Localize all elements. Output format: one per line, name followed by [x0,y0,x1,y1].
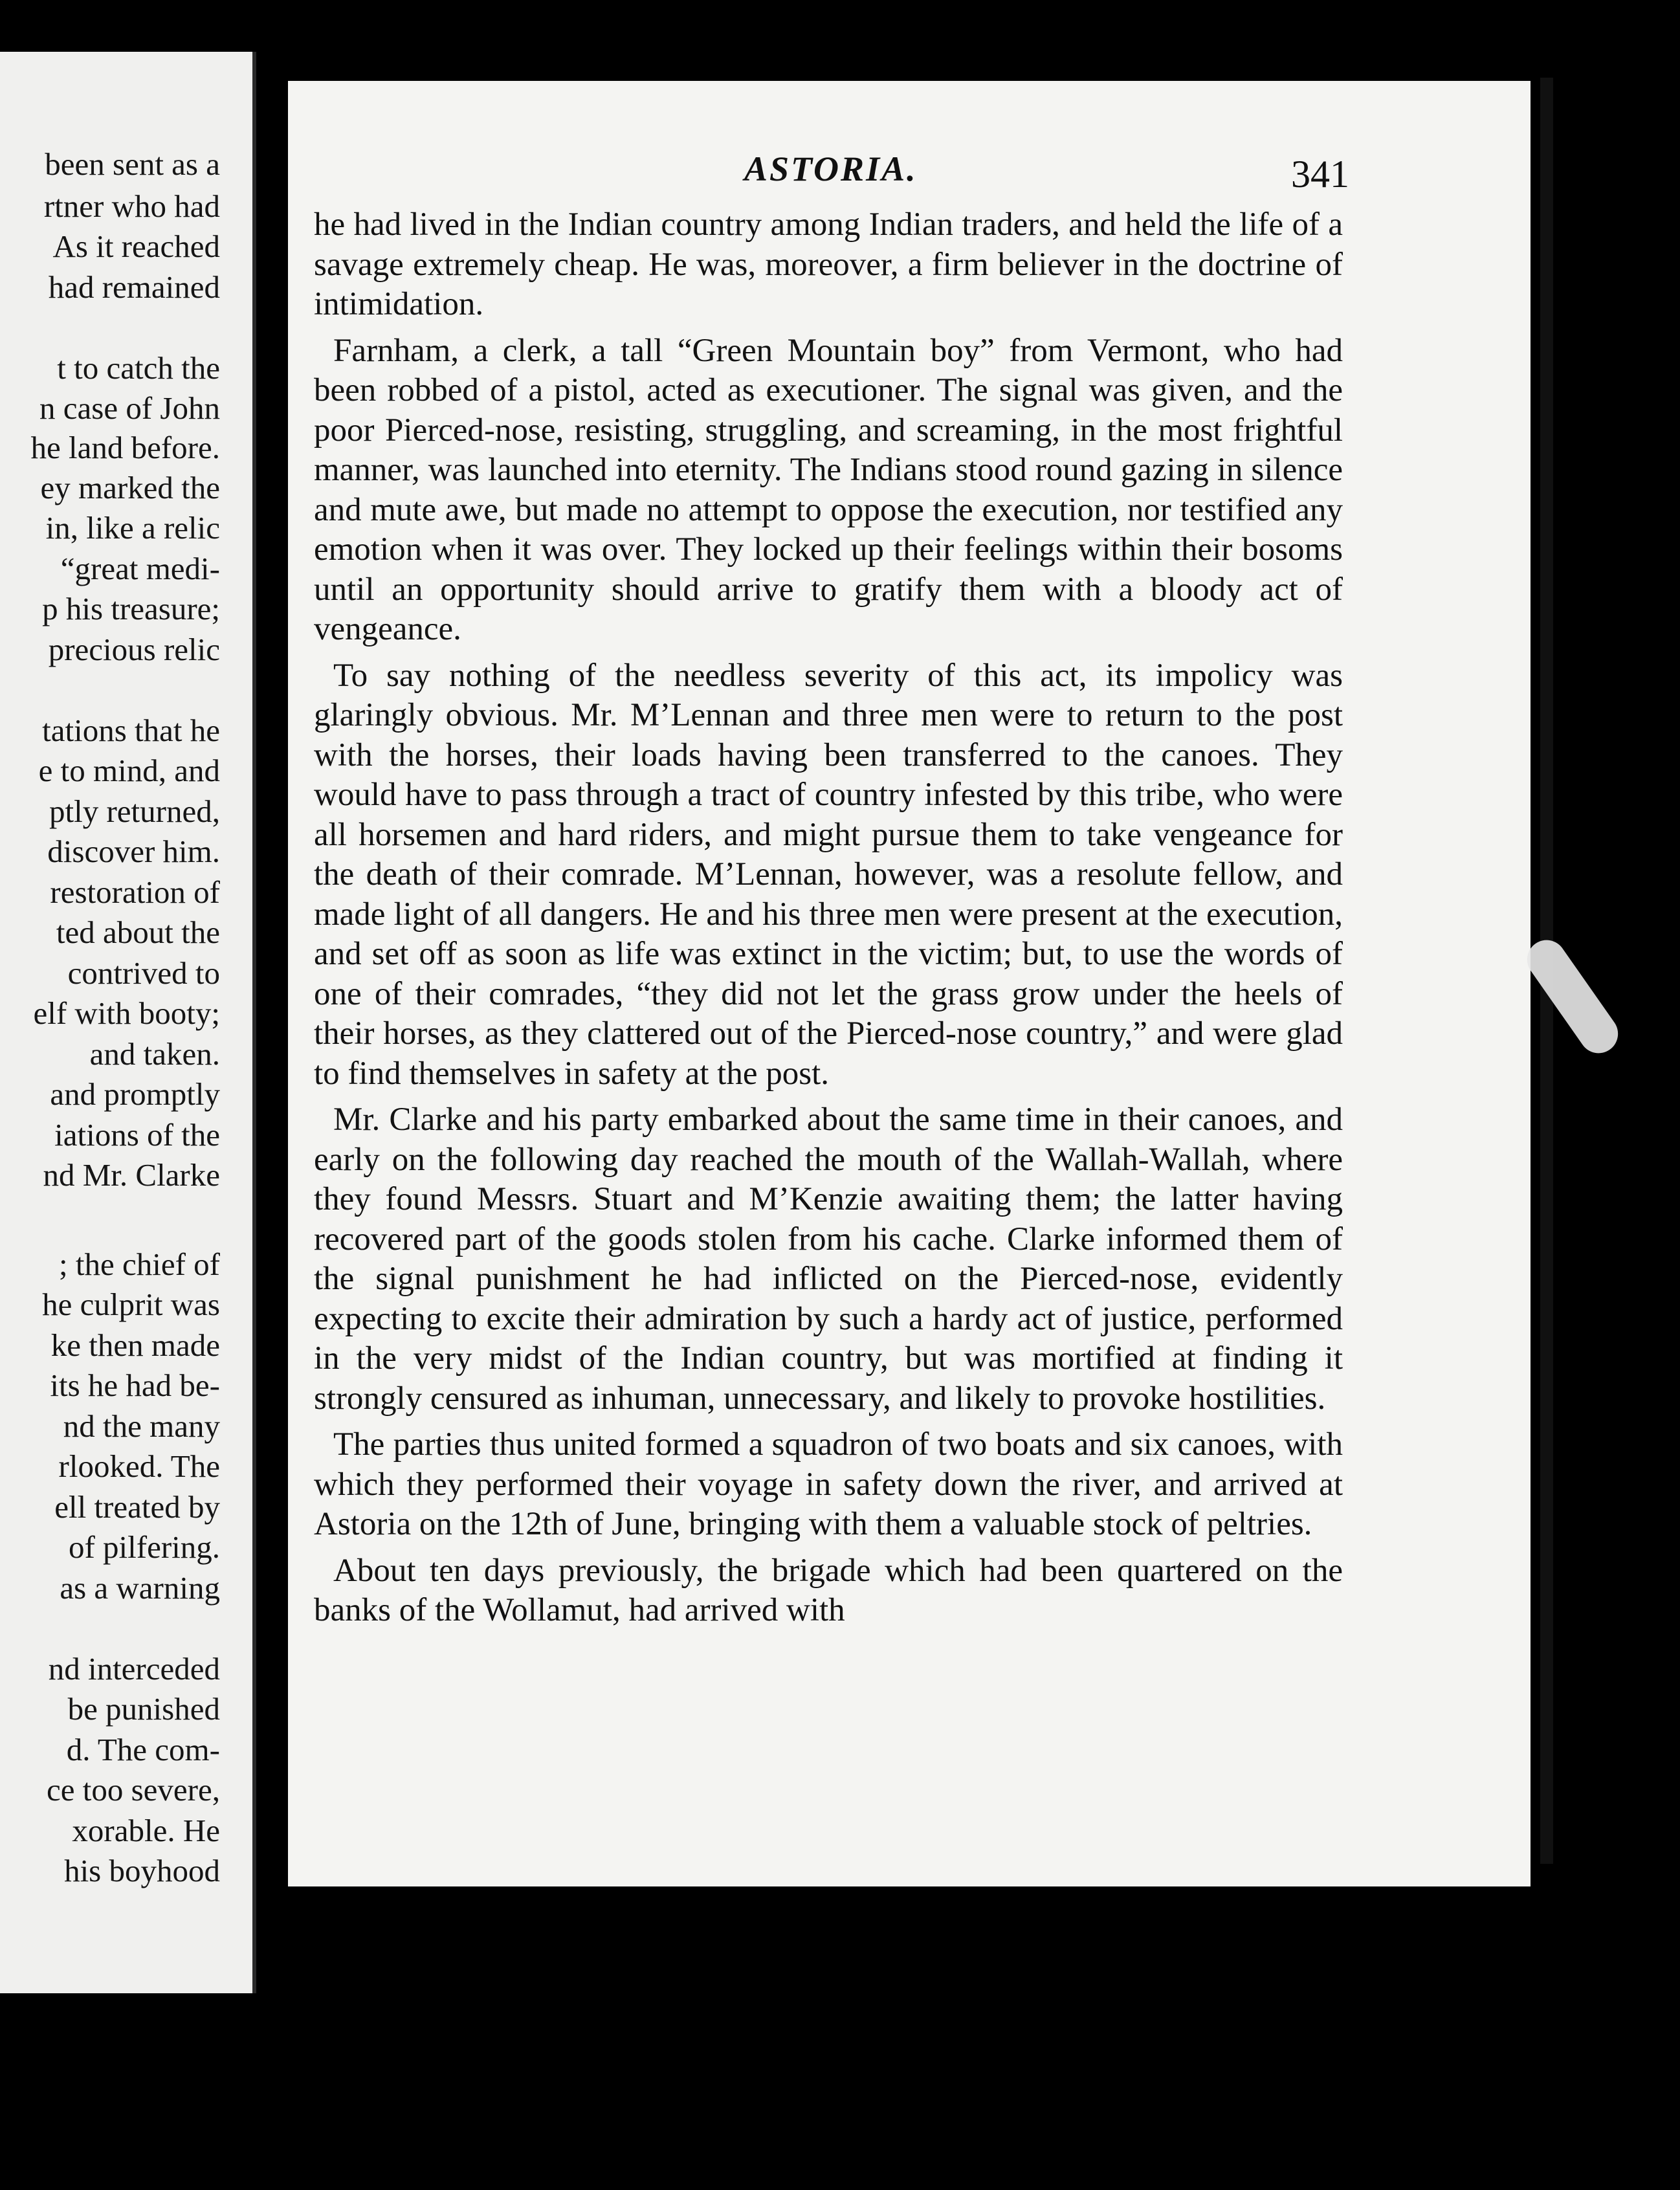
running-title: ASTORIA. [744,149,918,188]
left-page-text-fragment: ted about the [56,914,220,950]
left-page-text-fragment: ey marked the [40,470,220,505]
left-page-text-fragment: discover him. [47,834,220,869]
right-page [288,81,1531,1886]
left-page-text-fragment: iations of the [54,1117,220,1153]
left-page-text-fragment: precious relic [48,632,220,667]
left-page-text-fragment: nd Mr. Clarke [43,1157,220,1193]
left-page-text-fragment: As it reached [52,228,220,264]
left-page-text-fragment: restoration of [50,874,220,910]
left-page-text-fragment: he culprit was [42,1287,220,1322]
left-page-text-fragment: xorable. He [72,1813,220,1848]
left-page-text-fragment: ce too severe, [47,1772,220,1808]
left-page-text-fragment: been sent as a [45,146,220,182]
paragraph: Mr. Clarke and his party embarked about the same time in their canoes, and early on the following day reached the mouth of the Wallah-Wallah, where they found Messrs. Stuart and M’Kenzie awaiting them; the latter having recovered part of the goods stolen from his cache. Clarke informed them of the signal punishment he had inflicted on the Pierced-nose, evidently expecting to excite their admiration by such a hardy act of justice, performed in the very midst of the Indian country, but was mortified at finding it strongly censured as inhuman, unnecessary, and likely to provoke hostilities. [314,1101,1343,1417]
paragraph: Farnham, a clerk, a tall “Green Mountain boy” from Vermont, who had been robbed of a pistol, acted as executioner. The signal was given, and the poor Pierced-nose, resisting, struggling, and screaming, in the most frightful manner, was launched into eternity. The Indians stood round gazing in silence and mute awe, but made no attempt to oppose the execution, nor testified any emotion when it was over. They locked up their feelings within their bosoms until an opportunity should arrive to gratify them with a bloody act of vengeance. [314,332,1343,647]
left-page-text-fragment: n case of John [39,390,220,426]
left-page-text-fragment: p his treasure; [42,591,220,626]
left-page-text-fragment: “great medi- [60,551,220,586]
left-page-text-fragment: contrived to [67,955,220,991]
paragraph: To say nothing of the needless severity of this act, its impolicy was glaringly obvious. Mr. M’Lennan and three men were to return to the post with the horses, their loads having been transferred to the canoes. They would have to pass through a tract of country infested by this tribe, who were all horsemen and hard riders, and might pursue them to take vengeance for the death of their comrade. M’Lennan, however, was a resolute fellow, and made light of all dangers. He and his three men were present at the execution, and set off as soon as life was extinct in the victim; but, to use the words of one of their comrades, “they did not let the grass grow under the heels of their horses, as they clattered out of the Pierced-nose country,” and were glad to find themselves in safety at the post. [314,657,1343,1092]
left-page-text-fragment: and promptly [50,1076,220,1112]
left-page-text-fragment: nd the many [63,1408,220,1444]
left-page-text-fragment: had remained [48,269,220,305]
paragraph: About ten days previously, the brigade which had been quartered on the banks of the Wollamut, had arrived with [314,1552,1343,1628]
page-header [288,142,1349,195]
left-page-text-fragment: of pilfering. [68,1529,220,1565]
light-glare [1520,933,1626,1061]
left-page-text-fragment: t to catch the [57,350,220,386]
left-page-text-fragment: d. The com- [66,1732,220,1767]
left-page-text-fragment: his boyhood [64,1853,220,1888]
left-page-text-fragment: e to mind, and [38,753,220,788]
left-page-text-fragment: elf with booty; [33,995,220,1031]
paragraph: The parties thus united formed a squadron of two boats and six canoes, with which they performed their voyage in safety down the river, and arrived at Astoria on the 12th of June, bringing with them a valuable stock of peltries. [314,1426,1343,1542]
left-page-text-fragment: its he had be- [50,1367,220,1403]
page-number: 341 [1291,153,1349,195]
body-text [314,205,1343,1631]
left-page-text-fragment: in, like a relic [45,510,220,546]
left-page-text-fragment: ; the chief of [59,1246,220,1282]
left-page-text-fragment: as a warning [60,1570,220,1606]
left-page-text-fragment: ptly returned, [49,793,220,829]
left-page-text-fragment: ke then made [50,1327,220,1363]
left-page-text-fragment: be punished [67,1691,220,1727]
left-page-text-fragment: nd interceded [48,1651,220,1687]
left-page-fragment [0,52,256,1993]
left-page-text-fragment: he land before. [30,430,220,465]
left-page-text-fragment: rtner who had [43,188,220,224]
left-page-text-fragment: and taken. [89,1036,220,1072]
left-page-text-fragment: tations that he [42,713,220,748]
paragraph: he had lived in the Indian country among Indian traders, and held the life of a savage extremely cheap. He was, moreover, a firm believer in the doctrine of intimidation. [314,206,1343,322]
left-page-text-fragment: ell treated by [54,1489,220,1525]
left-page-text-fragment: rlooked. The [58,1448,220,1484]
